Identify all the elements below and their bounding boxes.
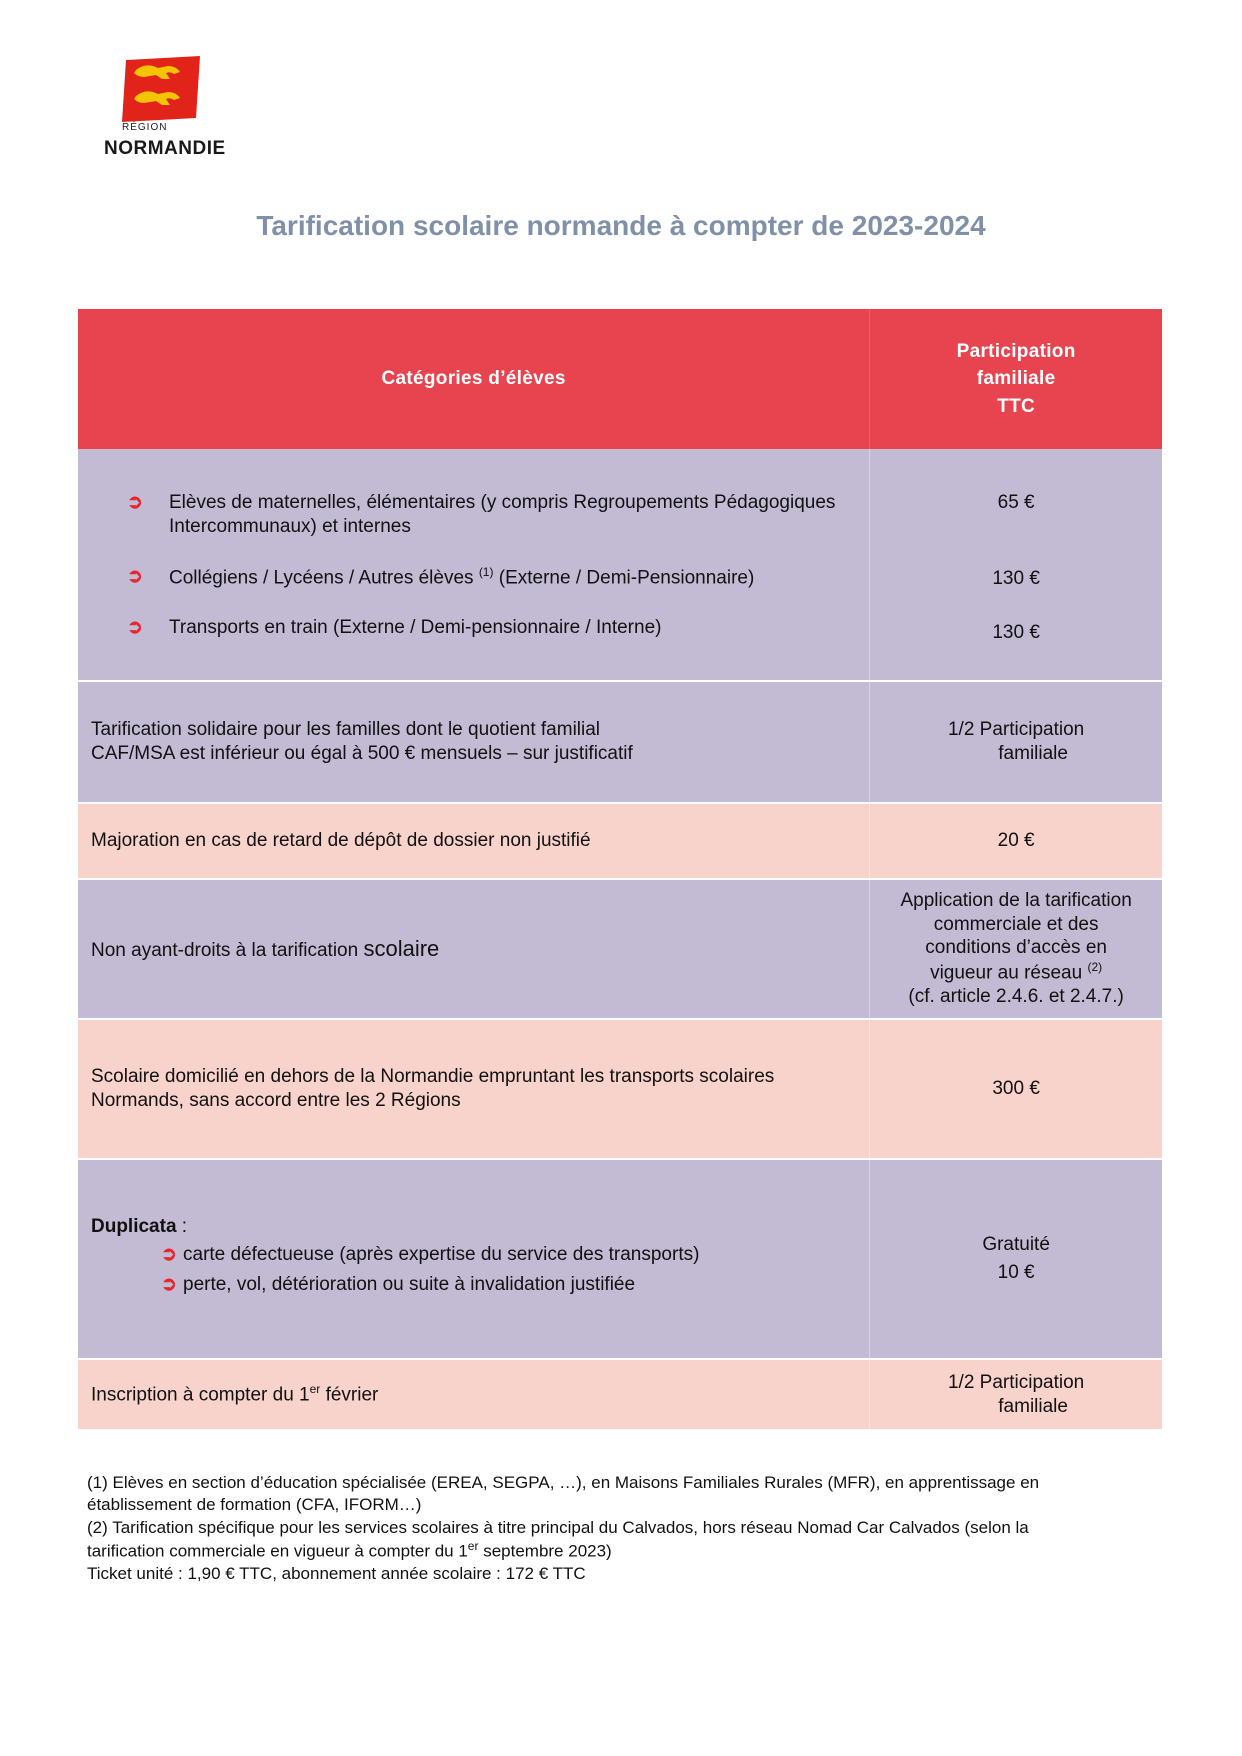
category-text: Tarification solidaire pour les familles dont le quotient familial xyxy=(91,719,601,741)
superscript: er xyxy=(467,1539,479,1554)
header-participation-line: familiale xyxy=(976,368,1056,390)
footnote-ref: (1) xyxy=(478,564,494,579)
row-category-cell: Majoration en cas de retard de dépôt de dossier non justifié xyxy=(78,803,870,879)
row-value-cell xyxy=(870,1159,1162,1359)
value-text: 1/2 Participation xyxy=(947,1371,1085,1393)
value-text: familiale xyxy=(998,743,1068,764)
footnote-line: (1) Elèves en section d’éducation spécialisée (EREA, SEGPA, …), en Maisons Familiales Rurales (MFR), en apprentissage en xyxy=(87,1473,1040,1492)
table-row-tarification-solidaire xyxy=(78,681,1162,803)
list-item-text: perte, vol, détérioration ou suite à invalidation justifiée xyxy=(183,1273,636,1295)
value-text: (cf. article 2.4.6. et 2.4.7.) xyxy=(908,986,1124,1008)
row-category-cell xyxy=(78,449,870,681)
row-value-cell xyxy=(870,681,1162,803)
value-text: vigueur au réseau xyxy=(930,962,1088,984)
row-value-cell xyxy=(870,449,1162,681)
table-row-categories-eleves xyxy=(78,449,1162,681)
table-row-inscription-fevrier xyxy=(78,1359,1162,1429)
list-item-text: Transports en train (Externe / Demi-pensionnaire / Interne) xyxy=(169,616,662,638)
value-text: conditions d’accès en xyxy=(925,937,1107,959)
value-text: familiale xyxy=(998,1395,1068,1417)
list-item xyxy=(127,564,869,590)
value-text: commerciale et des xyxy=(933,913,1099,935)
footnote-ref: (2) xyxy=(1087,960,1103,975)
footnote-text: septembre 2023) xyxy=(478,1541,612,1561)
list-item xyxy=(161,1273,869,1297)
row-value-cell: 20 € xyxy=(870,803,1162,879)
arrow-bullet-icon: ➲ xyxy=(161,1244,177,1266)
header-participation-line: Participation xyxy=(956,340,1076,362)
duplicata-list xyxy=(91,1243,869,1297)
list-item xyxy=(127,491,869,539)
value-text: Application de la tarification xyxy=(900,889,1132,911)
table-row-non-ayant-droits xyxy=(78,879,1162,1019)
footnote-line: Ticket unité : 1,90 € TTC, abonnement année scolaire : 172 € TTC xyxy=(87,1564,586,1584)
value-text xyxy=(870,960,1162,985)
arrow-bullet-icon: ➲ xyxy=(161,1273,177,1295)
table-row-majoration xyxy=(78,803,1162,879)
value-text: 10 € xyxy=(997,1262,1035,1283)
table-row-duplicata xyxy=(78,1159,1162,1359)
row-category-cell xyxy=(78,1359,870,1429)
row-category-cell xyxy=(78,681,870,803)
duplicata-label xyxy=(91,1215,869,1239)
list-item-text: (Externe / Demi-Pensionnaire) xyxy=(493,567,755,589)
footnote-line: établissement de formation (CFA, IFORM…) xyxy=(87,1495,422,1515)
list-item-text: Collégiens / Lycéens / Autres élèves xyxy=(169,567,479,589)
row-value-cell xyxy=(870,1359,1162,1429)
header-participation xyxy=(870,309,1162,449)
arrow-bullet-icon: ➲ xyxy=(127,616,143,638)
row-category-cell xyxy=(78,879,870,1019)
footnote-text: tarification commerciale en vigueur à compter du 1 xyxy=(87,1541,468,1561)
page-title: Tarification scolaire normande à compter de 2023-2024 xyxy=(256,210,986,241)
value-65: 65 € xyxy=(997,491,1035,513)
value-130: 130 € xyxy=(992,621,1040,643)
list-item-text: Elèves de maternelles, élémentaires (y compris Regroupements Pédagogiques Intercommunaux) et internes xyxy=(169,492,836,538)
row-category-cell xyxy=(78,1019,870,1159)
value-130: 130 € xyxy=(992,567,1040,589)
footnote-line: (2) Tarification spécifique pour les services scolaires à titre principal du Calvados, hors réseau Nomad Car Calvados (selon la xyxy=(87,1517,1029,1537)
duplicata-label-suffix: : xyxy=(176,1216,188,1238)
arrow-bullet-icon: ➲ xyxy=(127,492,143,514)
category-list xyxy=(91,491,869,639)
value-text: 1/2 Participation xyxy=(947,719,1085,741)
tarification-table xyxy=(78,309,1162,1429)
footnotes xyxy=(87,1472,1087,1586)
superscript: er xyxy=(309,1381,321,1396)
row-value-cell: 300 € xyxy=(870,1019,1162,1159)
footnote-line xyxy=(87,1539,1087,1563)
header-categories: Catégories d’élèves xyxy=(78,309,870,449)
category-text: scolaire xyxy=(363,936,440,962)
duplicata-label-text: Duplicata xyxy=(91,1216,177,1238)
row-value-cell xyxy=(870,879,1162,1019)
normandy-flag-icon xyxy=(120,56,206,122)
table-row-hors-normandie xyxy=(78,1019,1162,1159)
category-text: février xyxy=(320,1384,379,1406)
header-participation-line: TTC xyxy=(997,395,1036,417)
value-text: Gratuité xyxy=(982,1234,1050,1256)
logo-region-name: NORMANDIE xyxy=(104,138,226,159)
table-header-row xyxy=(78,309,1162,449)
category-text: Scolaire domicilié en dehors de la Normandie empruntant les transports scolaires xyxy=(91,1066,775,1088)
logo-region-label: RÉGION xyxy=(122,122,168,133)
category-text: Normands, sans accord entre les 2 Régions xyxy=(91,1090,461,1111)
list-item-text: carte défectueuse (après expertise du service des transports) xyxy=(183,1244,700,1266)
category-text: CAF/MSA est inférieur ou égal à 500 € mensuels – sur justificatif xyxy=(91,743,633,764)
row-category-cell xyxy=(78,1159,870,1359)
category-text: Non ayant-droits à la tarification xyxy=(91,940,364,962)
arrow-bullet-icon: ➲ xyxy=(127,565,143,587)
category-text: Inscription à compter du 1 xyxy=(91,1384,310,1406)
list-item xyxy=(127,616,869,640)
list-item xyxy=(161,1243,869,1267)
